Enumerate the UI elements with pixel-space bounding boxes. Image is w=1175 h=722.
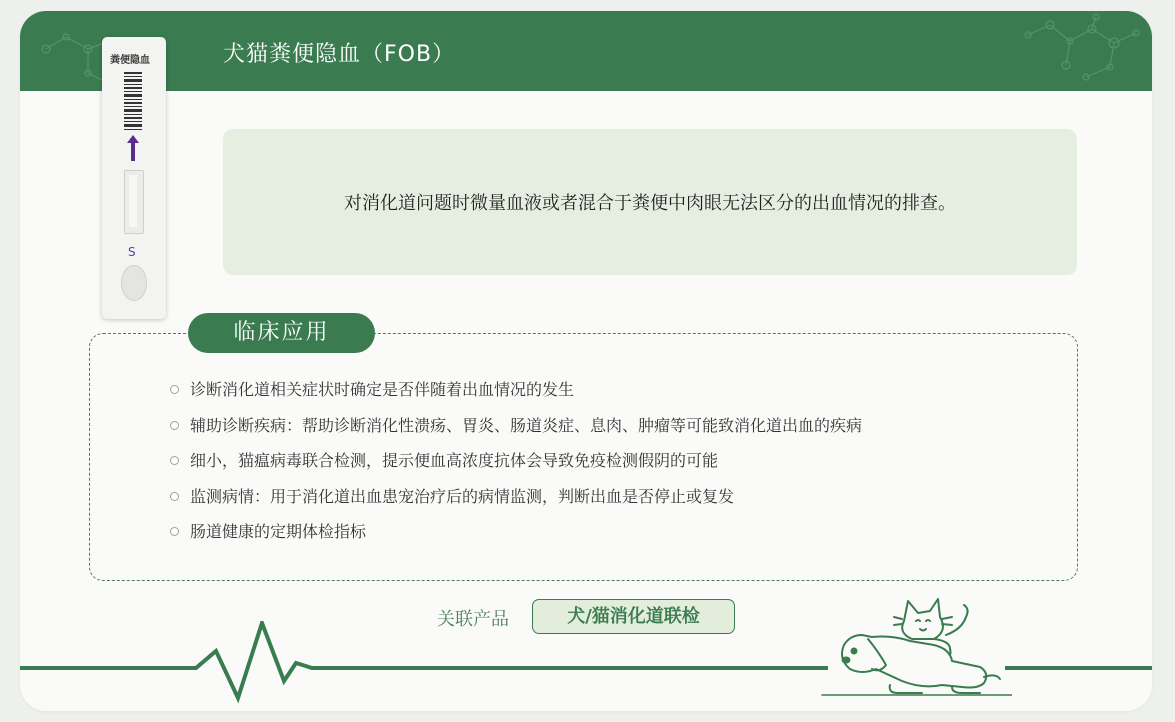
sample-well xyxy=(121,265,147,301)
molecule-icon xyxy=(1020,13,1144,89)
cassette-label: 粪便隐血 xyxy=(110,55,150,66)
description-text: 对消化道问题时微量血液或者混合于粪便中肉眼无法区分的出血情况的排查。 xyxy=(344,193,956,214)
page-title: 犬猫粪便隐血（FOB） xyxy=(223,42,456,67)
header-bar xyxy=(20,11,1152,91)
description-panel xyxy=(223,129,1077,275)
bullet-icon xyxy=(170,527,179,536)
list-item: 细小，猫瘟病毒联合检测，提示便血高浓度抗体会导致免疫检测假阴的可能 xyxy=(170,447,862,483)
list-item: 肠道健康的定期体检指标 xyxy=(170,518,862,554)
test-cassette-icon xyxy=(102,37,166,319)
dog-and-cat-icon xyxy=(802,589,1012,699)
list-item: 辅助诊断疾病：帮助诊断消化性溃疡、胃炎、肠道炎症、息肉、肿瘤等可能致消化道出血的疾病 xyxy=(170,412,862,448)
bullet-icon xyxy=(170,421,179,430)
bullet-icon xyxy=(170,456,179,465)
sample-mark: S xyxy=(128,245,136,259)
result-window xyxy=(124,170,144,234)
product-card xyxy=(20,11,1152,711)
related-product-button[interactable]: 犬/猫消化道联检 xyxy=(532,599,735,634)
list-item: 诊断消化道相关症状时确定是否伴随着出血情况的发生 xyxy=(170,376,862,412)
brand-arrow-icon xyxy=(124,133,142,163)
bullet-icon xyxy=(170,492,179,501)
barcode-icon xyxy=(124,72,142,130)
related-products-label: 关联产品 xyxy=(437,609,509,630)
list-item: 监测病情：用于消化道出血患宠治疗后的病情监测，判断出血是否停止或复发 xyxy=(170,483,862,519)
clinical-list xyxy=(170,376,862,554)
clinical-section-title: 临床应用 xyxy=(188,313,375,353)
bullet-icon xyxy=(170,385,179,394)
